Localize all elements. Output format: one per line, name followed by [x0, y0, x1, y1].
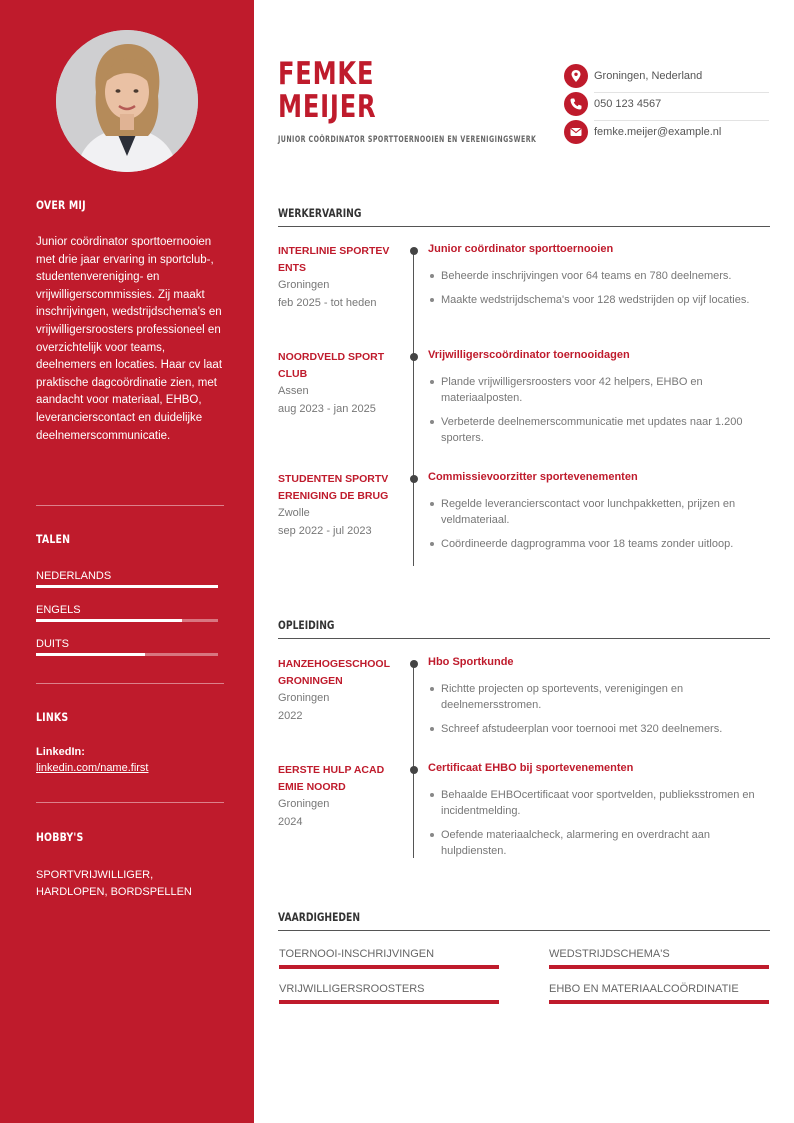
- profile-photo-illustration: [56, 30, 198, 172]
- timeline-dot: [410, 247, 418, 255]
- job-title: JUNIOR COÖRDINATOR SPORTTOERNOOIEN EN VERENIGINGSWERK: [278, 135, 537, 145]
- employer-location: Assen: [278, 385, 309, 397]
- about-heading: OVER MIJ: [36, 198, 86, 212]
- hobbies-section: [36, 830, 224, 844]
- contact-phone: [564, 92, 769, 120]
- employer-name: INTERLINIE SPORTEVENTS: [278, 245, 390, 274]
- linkedin-label: LinkedIn:: [36, 746, 85, 758]
- education-date: 2024: [278, 816, 303, 828]
- education-heading: [278, 618, 770, 632]
- employer: [278, 471, 390, 540]
- linkedin-link[interactable]: linkedin.com/name.first: [36, 762, 149, 774]
- language-name: ENGELS: [36, 604, 81, 616]
- experience-timeline: [413, 250, 414, 566]
- employer-location: Groningen: [278, 279, 330, 291]
- job-role: Junior coördinator sporttoernooien: [428, 243, 614, 255]
- bullet-item: Schreef afstudeerplan voor toernooi met 320 deelnemers.: [428, 721, 770, 737]
- languages-heading: TALEN: [36, 532, 71, 546]
- employment-date: aug 2023 - jan 2025: [278, 403, 376, 415]
- links-section: [36, 710, 224, 724]
- language-level-bar: [36, 585, 218, 588]
- hobbies-heading: HOBBY'S: [36, 830, 84, 844]
- links-heading: LINKS: [36, 710, 69, 724]
- skill-name: VRIJWILLIGERSROOSTERS: [279, 983, 425, 995]
- skill-name: TOERNOOI-INSCHRIJVINGEN: [279, 948, 435, 960]
- language-level-fill: [36, 585, 218, 588]
- degree: Hbo Sportkunde: [428, 656, 514, 668]
- skill-name: EHBO EN MATERIAALCOÖRDINATIE: [549, 983, 739, 995]
- employer: [278, 243, 390, 312]
- about-text: Junior coördinator sporttoernooien met drie jaar ervaring in sportclub-, studentenvereniging- en vrijwilligerscommissies. Zij maakt inschrijvingen, wedstrijdschema's en vrijwilligersroosters professioneel en overzichtelijk voor teams, deelnemers en locaties. Haar cv laat praktische dagcoördinatie zien, met aandacht voor materiaal, EHBO, leverancierscontact en duidelijke deelnemerscommunicatie.: [36, 236, 223, 442]
- timeline-dot: [410, 475, 418, 483]
- divider: [36, 802, 224, 803]
- timeline-dot: [410, 766, 418, 774]
- language-level-bar: [36, 653, 218, 656]
- contact-email: [564, 120, 769, 148]
- skill-bar: [279, 1000, 499, 1004]
- bullet-item: Verbeterde deelnemerscommunicatie met updates naar 1.200 sporters.: [428, 414, 770, 446]
- skills-heading: [278, 910, 770, 924]
- language-item: [36, 570, 218, 582]
- skill-item: [549, 948, 769, 960]
- bullet-item: Regelde leverancierscontact voor lunchpakketten, prijzen en veldmateriaal.: [428, 496, 770, 528]
- skill-name: WEDSTRIJDSCHEMA'S: [549, 948, 670, 960]
- last-name: MEIJER: [278, 89, 377, 125]
- skill-bar: [279, 965, 499, 969]
- bullet-item: Plande vrijwilligersroosters voor 42 helpers, EHBO en materiaalposten.: [428, 374, 770, 406]
- language-name: DUITS: [36, 638, 69, 650]
- first-name: FEMKE: [278, 56, 375, 92]
- bullet-item: Richtte projecten op sportevents, verenigingen en deelnemersstromen.: [428, 681, 770, 713]
- institution-location: Groningen: [278, 798, 330, 810]
- bullet-item: Oefende materiaalcheck, alarmering en overdracht aan hulpdiensten.: [428, 827, 770, 859]
- institution: [278, 762, 390, 831]
- institution-location: Groningen: [278, 692, 330, 704]
- skill-item: [279, 983, 499, 995]
- institution-name: EERSTE HULP ACADEMIE NOORD: [278, 764, 385, 793]
- profile-photo: [56, 30, 198, 172]
- timeline-dot: [410, 660, 418, 668]
- institution-name: HANZEHOGESCHOOL GRONINGEN: [278, 658, 390, 687]
- skill-item: [549, 983, 769, 995]
- language-level-fill: [36, 619, 182, 622]
- email-text[interactable]: femke.meijer@example.nl: [594, 126, 722, 138]
- employer: [278, 349, 390, 418]
- phone-text: 050 123 4567: [594, 98, 662, 110]
- language-level-fill: [36, 653, 145, 656]
- degree: Certificaat EHBO bij sportevenementen: [428, 762, 634, 774]
- skill-bar: [549, 965, 769, 969]
- mail-icon: [564, 120, 588, 144]
- language-level-bar: [36, 619, 218, 622]
- employer-location: Zwolle: [278, 507, 310, 519]
- education-date: 2022: [278, 710, 303, 722]
- contact-location: [564, 64, 769, 92]
- job-role: Vrijwilligerscoördinator toernooidagen: [428, 349, 630, 361]
- map-pin-icon: [564, 64, 588, 88]
- employer-name: STUDENTEN SPORTVERENIGING DE BRUG: [278, 473, 389, 502]
- employment-date: sep 2022 - jul 2023: [278, 525, 372, 537]
- bullet-item: Maakte wedstrijdschema's voor 128 wedstrijden op vijf locaties.: [428, 292, 770, 308]
- language-name: NEDERLANDS: [36, 570, 112, 582]
- experience-heading: [278, 206, 770, 220]
- divider: [36, 505, 224, 506]
- skills-heading-text: VAARDIGHEDEN: [278, 910, 361, 924]
- bullet-item: Coördineerde dagprogramma voor 18 teams zonder uitloop.: [428, 536, 770, 552]
- section-rule: [278, 930, 770, 931]
- divider: [36, 683, 224, 684]
- education-timeline: [413, 663, 414, 858]
- skill-item: [279, 948, 499, 960]
- full-name: [278, 58, 376, 124]
- about-section: [36, 198, 224, 212]
- phone-icon: [564, 92, 588, 116]
- education-heading-text: OPLEIDING: [278, 618, 335, 632]
- sidebar: [0, 0, 254, 1123]
- hobbies-text: SPORTVRIJWILLIGER, HARDLOPEN, BORDSPELLEN: [36, 869, 192, 898]
- section-rule: [278, 226, 770, 227]
- languages-section: [36, 532, 224, 546]
- bullet-item: Behaalde EHBOcertificaat voor sportvelden, publieksstromen en incidentmelding.: [428, 787, 770, 819]
- institution: [278, 656, 390, 725]
- employment-date: feb 2025 - tot heden: [278, 297, 377, 309]
- timeline-dot: [410, 353, 418, 361]
- skill-bar: [549, 1000, 769, 1004]
- job-role: Commissievoorzitter sportevenementen: [428, 471, 638, 483]
- bullet-item: Beheerde inschrijvingen voor 64 teams en 780 deelnemers.: [428, 268, 770, 284]
- location-text: Groningen, Nederland: [594, 70, 703, 82]
- language-item: [36, 604, 218, 616]
- language-item: [36, 638, 218, 650]
- section-rule: [278, 638, 770, 639]
- experience-heading-text: WERKERVARING: [278, 206, 362, 220]
- employer-name: NOORDVELD SPORTCLUB: [278, 351, 385, 380]
